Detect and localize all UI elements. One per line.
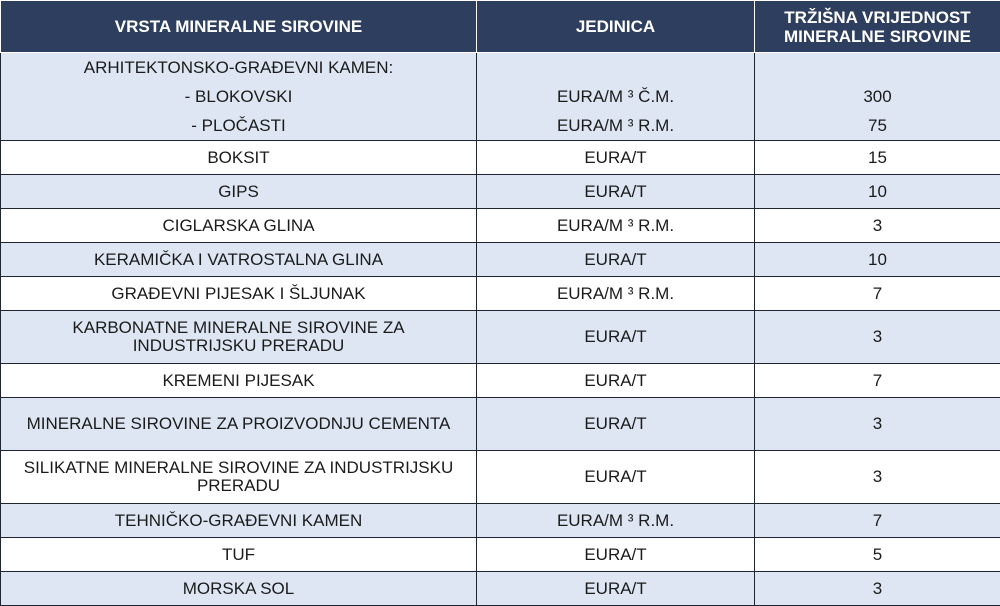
market-value-cell: 10 xyxy=(755,243,1000,277)
table-row xyxy=(1,209,1000,243)
header-unit: JEDINICA xyxy=(477,1,755,53)
mineral-name-cell: GRAĐEVNI PIJESAK I ŠLJUNAK xyxy=(1,277,477,311)
market-value-cell: 7 xyxy=(755,277,1000,311)
mineral-name-cell: BOKSIT xyxy=(1,141,477,175)
unit-value: EURA/M ³ Č.M. xyxy=(485,82,746,111)
unit-cell: EURA/T xyxy=(477,364,755,398)
mineral-name-cell: SILIKATNE MINERALNE SIROVINE ZA INDUSTRIJSKU PRERADU xyxy=(1,451,477,504)
market-value-cell: 3 xyxy=(755,451,1000,504)
table-row xyxy=(1,175,1000,209)
header-row xyxy=(1,1,1000,53)
unit-cell: EURA/T xyxy=(477,398,755,451)
table-row xyxy=(1,572,1000,606)
table-row xyxy=(1,277,1000,311)
table-row xyxy=(1,311,1000,364)
unit-cell: EURA/T xyxy=(477,311,755,364)
mineral-name-cell xyxy=(1,53,477,141)
table-row xyxy=(1,538,1000,572)
unit-cell: EURA/T xyxy=(477,572,755,606)
unit-value: EURA/M ³ R.M. xyxy=(485,111,746,140)
market-value: 300 xyxy=(763,82,992,111)
table-row xyxy=(1,451,1000,504)
unit-cell: EURA/M ³ R.M. xyxy=(477,504,755,538)
market-value-cell: 3 xyxy=(755,311,1000,364)
mineral-subtype-name: - PLOČASTI xyxy=(9,111,468,140)
market-value-cell: 3 xyxy=(755,572,1000,606)
table-row xyxy=(1,141,1000,175)
table-row xyxy=(1,364,1000,398)
market-value-cell xyxy=(755,53,1000,141)
unit-cell: EURA/T xyxy=(477,175,755,209)
market-value-cell: 7 xyxy=(755,504,1000,538)
mineral-name-cell: MINERALNE SIROVINE ZA PROIZVODNJU CEMENTA xyxy=(1,398,477,451)
unit-cell: EURA/T xyxy=(477,141,755,175)
market-value-cell: 3 xyxy=(755,398,1000,451)
market-value-cell: 5 xyxy=(755,538,1000,572)
market-value-cell: 3 xyxy=(755,209,1000,243)
unit-cell: EURA/T xyxy=(477,243,755,277)
header-market-value-line2: MINERALNE SIROVINE xyxy=(784,27,971,46)
unit-cell: EURA/T xyxy=(477,451,755,504)
table-row xyxy=(1,243,1000,277)
market-value: 75 xyxy=(763,111,992,140)
mineral-name-cell: TUF xyxy=(1,538,477,572)
mineral-name-cell: KREMENI PIJESAK xyxy=(1,364,477,398)
mineral-subtype-name: - BLOKOVSKI xyxy=(9,82,468,111)
mineral-name-cell: TEHNIČKO-GRAĐEVNI KAMEN xyxy=(1,504,477,538)
market-value-cell: 15 xyxy=(755,141,1000,175)
header-market-value xyxy=(755,1,1000,53)
unit-cell: EURA/M ³ R.M. xyxy=(477,209,755,243)
mineral-name-cell: CIGLARSKA GLINA xyxy=(1,209,477,243)
unit-cell xyxy=(477,53,755,141)
mineral-name-cell: KARBONATNE MINERALNE SIROVINE ZA INDUSTRIJSKU PRERADU xyxy=(1,311,477,364)
market-value-cell: 10 xyxy=(755,175,1000,209)
header-mineral-type: VRSTA MINERALNE SIROVINE xyxy=(1,1,477,53)
table-row xyxy=(1,504,1000,538)
header-market-value-line1: TRŽIŠNA VRIJEDNOST xyxy=(784,8,970,27)
table-row xyxy=(1,53,1000,141)
mineral-name-cell: KERAMIČKA I VATROSTALNA GLINA xyxy=(1,243,477,277)
mineral-name-cell: MORSKA SOL xyxy=(1,572,477,606)
table-row xyxy=(1,398,1000,451)
unit-cell: EURA/M ³ R.M. xyxy=(477,277,755,311)
market-value-cell: 7 xyxy=(755,364,1000,398)
unit-cell: EURA/T xyxy=(477,538,755,572)
mineral-name-cell: GIPS xyxy=(1,175,477,209)
mineral-group-title: ARHITEKTONSKO-GRAĐEVNI KAMEN: xyxy=(9,53,468,82)
